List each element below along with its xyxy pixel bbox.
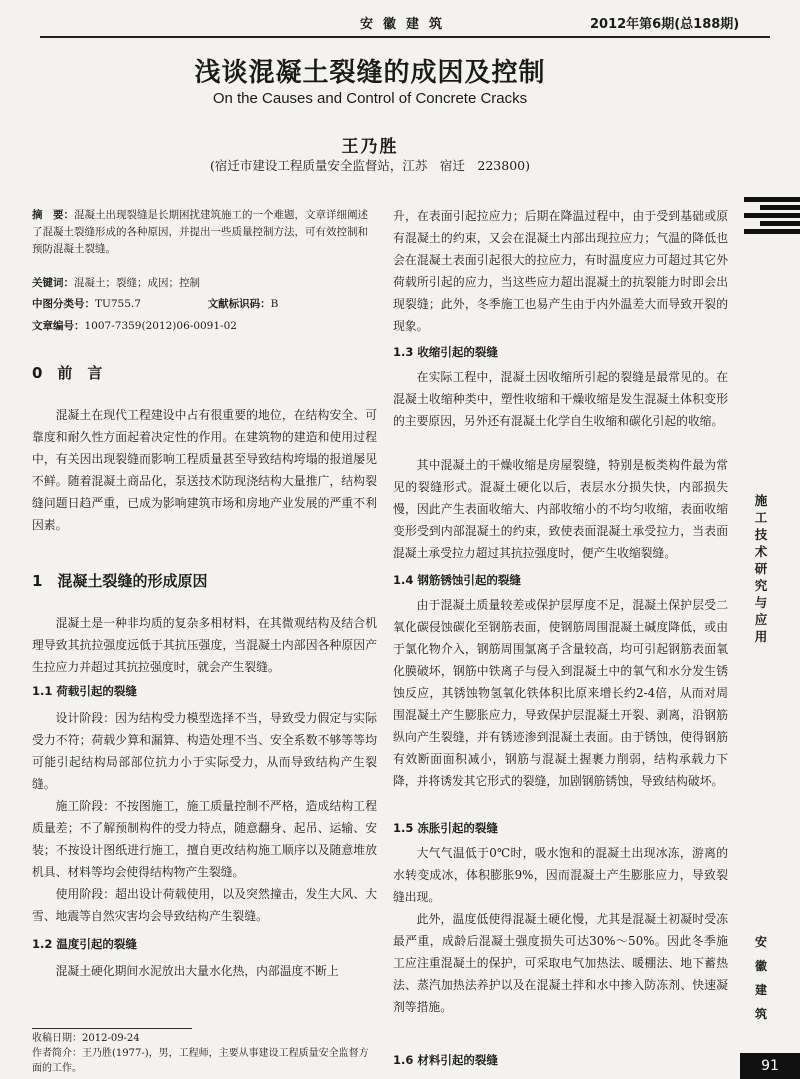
side-section-label: 施工技术研究与应用 xyxy=(754,493,768,644)
paragraph: 施工阶段：不按图施工，施工质量控制不严格，造成结构工程质量差；不了解预制构件的受力特点，随意翻身、起吊、运输、安装；不按设计图纸进行施工，擅自更改结构施工顺序以及随意堆放机具、材料等均会使得结构物产生裂缝。 xyxy=(32,799,377,879)
paragraph: 其中混凝土的干燥收缩是房屋裂缝，特别是板类构件最为常见的裂缝形式。混凝土硬化以后，表层水分损失快，内部损失慢，因此产生表面收缩大、内部收缩小的不均匀收缩，表面收缩变形受到内部混凝土的约束，致使表面混凝土承受拉力，当表面混凝土承受拉力超过其抗拉强度时，便产生收缩裂缝。 xyxy=(393,458,728,560)
paragraph: 大气气温低于0℃时，吸水饱和的混凝土出现冰冻，游离的水转变成冰，体积膨胀9%，因而混凝土产生膨胀应力，导致裂缝出现。 xyxy=(393,846,728,904)
article-number-value: 1007-7359(2012)06-0091-02 xyxy=(84,320,237,332)
header-issue: 2012年第6期(总188期) xyxy=(590,17,740,32)
doc-code-value: B xyxy=(270,298,279,310)
subsection-heading-1-3: 1.3 收缩引起的裂缝 xyxy=(393,345,498,359)
paragraph: 使用阶段：超出设计荷载使用，以及突然撞击，发生大风、大雪、地震等自然灾害均会导致结构产生裂缝。 xyxy=(32,887,377,923)
paragraph: 此外，温度低使得混凝土硬化慢，尤其是混凝土初凝时受冻最严重，成龄后混凝土强度损失可达30%～50%。因此冬季施工应注重混凝土的保护，可采取电气加热法、暖棚法、地下蓄热法、蒸汽加热法养护以及在混凝土拌和水中掺入防冻剂、快速凝剂等措施。 xyxy=(393,912,728,1014)
footnote-received: 收稿日期：2012-09-24 xyxy=(32,1033,140,1044)
section-heading-1: 1 混凝土裂缝的形成原因 xyxy=(32,572,208,590)
classification xyxy=(32,296,377,313)
footnote-rule xyxy=(32,1028,192,1029)
paragraph: 混凝土是一种非均质的复杂多相材料，在其微观结构及结合机理导致其抗拉强度远低于其抗压强度，当混凝土内部因各种原因产生拉应力并超过其抗拉强度时，就会产生裂缝。 xyxy=(32,616,377,674)
paragraph: 升，在表面引起拉应力；后期在降温过程中，由于受到基础或原有混凝土的约束，又会在混凝土内部出现拉应力；气温的降低也会在混凝土表面引起很大的拉应力，有时温度应力可超过其它外荷载所引起的应力，当这些应力超出混凝土的抗裂能力时即会出现裂缝；此外，冬季施工也易产生由于内外温差大而导致开裂的现象。 xyxy=(393,209,728,333)
section-marker-icon xyxy=(744,197,800,237)
paragraph: 在实际工程中，混凝土因收缩所引起的裂缝是最常见的。在混凝土收缩种类中，塑性收缩和干燥收缩是发生混凝土体积变形的主要原因，另外还有混凝土化学自生收缩和碳化引起的收缩。 xyxy=(393,370,728,428)
author-name: 王乃胜 xyxy=(341,137,399,157)
paragraph: 混凝土在现代工程建设中占有很重要的地位，在结构安全、可靠度和耐久性方面起着决定性的作用。在建筑物的建造和使用过程中，有关因出现裂缝而影响工程质量甚至导致结构垮塌的报道屡见不鲜。随着混凝土商品化，泵送技术防现浇结构大量推广，结构裂缝问题日趋严重，已成为影响建筑市场和房地产业发展的严重不利因素。 xyxy=(32,408,377,532)
header-journal-name: 安徽建筑 xyxy=(360,17,453,32)
author-affiliation: (宿迁市建设工程质量安全监督站，江苏 宿迁 223800) xyxy=(210,158,530,173)
title-chinese: 浅谈混凝土裂缝的成因及控制 xyxy=(194,58,546,88)
section-heading-0: 0 前 言 xyxy=(32,364,103,382)
subsection-heading-1-1: 1.1 荷载引起的裂缝 xyxy=(32,684,137,698)
clc-label: 中图分类号： xyxy=(32,298,95,310)
subsection-heading-1-6: 1.6 材料引起的裂缝 xyxy=(393,1053,498,1067)
paragraph: 设计阶段：因为结构受力模型选择不当，导致受力假定与实际受力不符；荷载少算和漏算、构造处理不当、安全系数不够等等均可能引起结构局部部位抗力小于实际受力，从而导致结构产生裂缝。 xyxy=(32,711,377,791)
header-rule xyxy=(40,36,770,38)
article-number xyxy=(32,318,377,335)
footnote-author-intro: 作者简介：王乃胜(1977-)，男，工程师，主要从事建设工程质量安全监督方面的工作。 xyxy=(32,1048,369,1074)
abstract-label: 摘 要： xyxy=(32,209,74,221)
subsection-heading-1-5: 1.5 冻胀引起的裂缝 xyxy=(393,821,498,835)
subsection-heading-1-4: 1.4 钢筋锈蚀引起的裂缝 xyxy=(393,573,521,587)
paragraph: 由于混凝土质量较差或保护层厚度不足，混凝土保护层受二氧化碳侵蚀碳化至钢筋表面，使钢筋周围混凝土碱度降低，或由于氯化物介入，钢筋周围氯离子含量较高，均可引起钢筋表面氧化膜破坏，钢筋中铁离子与侵入到混凝土中的氧气和水分发生锈蚀反应，其锈蚀物氢氧化铁体积比原来增长约2-4倍，从而对周围混凝土产生膨胀应力，导致保护层混凝土开裂、剥离，沿钢筋纵向产生裂缝，并有锈迹渗到混凝土表面。由于锈蚀，使得钢筋有效断面面积减小，钢筋与混凝土握裹力削弱，结构承载力下降，并将诱发其它形式的裂缝，加剧钢筋锈蚀，导致结构破坏。 xyxy=(393,598,728,788)
title-english: On the Causes and Control of Concrete Cracks xyxy=(212,90,528,107)
article-number-label: 文章编号： xyxy=(32,320,85,332)
abstract-text: 混凝土出现裂缝是长期困扰建筑施工的一个难题，文章详细阐述了混凝土裂缝形成的各种原因，并提出一些质量控制方法，可有效控制和预防混凝土裂缝。 xyxy=(32,209,368,255)
paragraph: 混凝土硬化期间水泥放出大量水化热，内部温度不断上 xyxy=(55,964,339,978)
doc-code-label: 文献标识码： xyxy=(207,298,271,310)
running-header xyxy=(0,0,800,44)
abstract xyxy=(32,207,377,258)
keywords xyxy=(32,275,377,292)
page-number: 91 xyxy=(740,1053,800,1079)
clc-value: TU755.7 xyxy=(95,298,141,310)
keywords-label: 关键词： xyxy=(32,277,74,289)
side-journal-label: 安徽建筑 xyxy=(754,935,767,1021)
subsection-heading-1-2: 1.2 温度引起的裂缝 xyxy=(32,937,137,951)
keywords-text: 混凝土；裂缝；成因；控制 xyxy=(74,277,200,289)
